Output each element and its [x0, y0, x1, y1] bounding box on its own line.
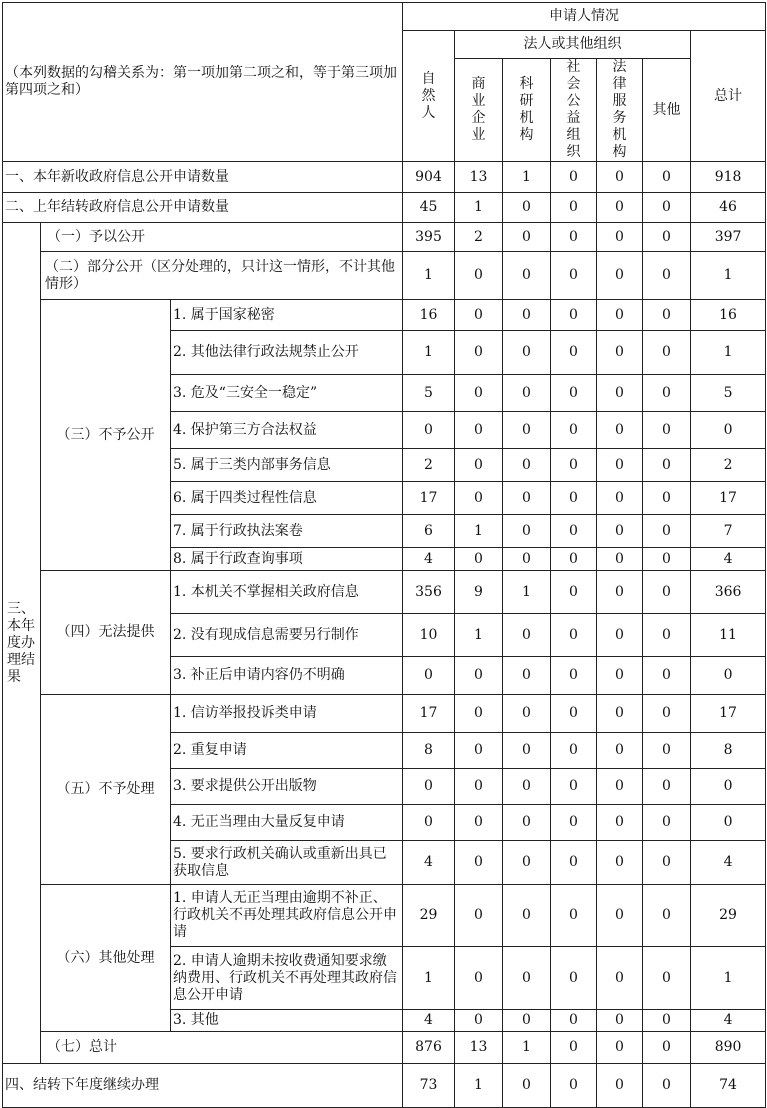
item-label: 2. 其他法律行政法规禁止公开: [171, 331, 403, 375]
value-cell: 11: [691, 614, 766, 657]
value-cell: 2: [691, 449, 766, 482]
value-cell: 0: [503, 515, 551, 548]
value-cell: 4: [691, 841, 766, 885]
item-label: 5. 属于三类内部事务信息: [171, 449, 403, 482]
value-cell: 17: [403, 695, 455, 733]
value-cell: 0: [643, 193, 691, 223]
value-cell: 0: [597, 1010, 643, 1032]
value-cell: 9: [455, 571, 503, 614]
col-commercial: 商业企业: [455, 59, 503, 162]
value-cell: 0: [455, 300, 503, 331]
value-cell: 0: [597, 223, 643, 252]
value-cell: 17: [691, 695, 766, 733]
value-cell: 1: [403, 947, 455, 1010]
value-cell: 8: [403, 733, 455, 769]
value-cell: 17: [691, 482, 766, 515]
value-cell: 0: [503, 375, 551, 412]
group-label: （三）不予公开: [41, 300, 171, 571]
value-cell: 13: [455, 1032, 503, 1064]
col-other: 其他: [643, 59, 691, 162]
value-cell: 0: [597, 193, 643, 223]
value-cell: 0: [643, 805, 691, 841]
item-label: 1. 本机关不掌握相关政府信息: [171, 571, 403, 614]
value-cell: 0: [597, 548, 643, 571]
gov-info-disclosure-table: [2, 2, 766, 1108]
value-cell: 46: [691, 193, 766, 223]
value-cell: 0: [455, 548, 503, 571]
value-cell: 0: [597, 657, 643, 695]
value-cell: 0: [455, 482, 503, 515]
value-cell: 0: [643, 1032, 691, 1064]
value-cell: 5: [403, 375, 455, 412]
value-cell: 1: [503, 162, 551, 193]
value-cell: 876: [403, 1032, 455, 1064]
value-cell: 0: [551, 412, 597, 449]
value-cell: 1: [691, 947, 766, 1010]
value-cell: 0: [503, 412, 551, 449]
col-social: 社会公益组织: [551, 59, 597, 162]
value-cell: 0: [503, 885, 551, 947]
value-cell: 0: [503, 331, 551, 375]
table-row: [3, 300, 766, 331]
value-cell: 0: [551, 695, 597, 733]
value-cell: 4: [691, 548, 766, 571]
value-cell: 1: [503, 1032, 551, 1064]
value-cell: 0: [597, 1032, 643, 1064]
value-cell: 0: [643, 1064, 691, 1108]
group-label: （六）其他处理: [41, 885, 171, 1032]
table-row: [3, 1064, 766, 1108]
value-cell: 4: [403, 841, 455, 885]
value-cell: 1: [403, 331, 455, 375]
value-cell: 0: [503, 1064, 551, 1108]
value-cell: 73: [403, 1064, 455, 1108]
value-cell: 356: [403, 571, 455, 614]
value-cell: 0: [455, 805, 503, 841]
value-cell: 0: [597, 375, 643, 412]
value-cell: 0: [551, 252, 597, 300]
value-cell: 0: [643, 841, 691, 885]
value-cell: 0: [551, 548, 597, 571]
item-label: 3. 其他: [171, 1010, 403, 1032]
item-label: 7. 属于行政执法案卷: [171, 515, 403, 548]
value-cell: 0: [551, 223, 597, 252]
value-cell: 0: [551, 885, 597, 947]
value-cell: 0: [643, 449, 691, 482]
value-cell: 0: [551, 193, 597, 223]
value-cell: 7: [691, 515, 766, 548]
group-label: （四）无法提供: [41, 571, 171, 695]
value-cell: 0: [503, 300, 551, 331]
value-cell: 0: [597, 331, 643, 375]
value-cell: 0: [597, 482, 643, 515]
value-cell: 904: [403, 162, 455, 193]
col-total: 总计: [691, 31, 766, 162]
value-cell: 0: [597, 1064, 643, 1108]
value-cell: 0: [503, 223, 551, 252]
value-cell: 0: [455, 695, 503, 733]
value-cell: 0: [643, 769, 691, 805]
value-cell: 0: [643, 1010, 691, 1032]
value-cell: 0: [551, 375, 597, 412]
value-cell: 0: [551, 769, 597, 805]
value-cell: 0: [551, 1032, 597, 1064]
value-cell: 1: [455, 1064, 503, 1108]
value-cell: 0: [597, 515, 643, 548]
value-cell: 16: [691, 300, 766, 331]
value-cell: 0: [503, 482, 551, 515]
value-cell: 0: [455, 733, 503, 769]
table-row: [3, 223, 766, 252]
col-natural-person: 自然人: [403, 31, 455, 162]
value-cell: 29: [403, 885, 455, 947]
value-cell: 0: [691, 412, 766, 449]
value-cell: 0: [691, 769, 766, 805]
item-label: 8. 属于行政查询事项: [171, 548, 403, 571]
value-cell: 0: [403, 805, 455, 841]
value-cell: 8: [691, 733, 766, 769]
value-cell: 0: [503, 841, 551, 885]
value-cell: 0: [403, 412, 455, 449]
item-label: 6. 属于四类过程性信息: [171, 482, 403, 515]
value-cell: 0: [455, 657, 503, 695]
value-cell: 0: [455, 449, 503, 482]
value-cell: 2: [403, 449, 455, 482]
value-cell: 918: [691, 162, 766, 193]
table-row: [3, 571, 766, 614]
value-cell: 0: [503, 193, 551, 223]
value-cell: 0: [551, 657, 597, 695]
col-research: 科研机构: [503, 59, 551, 162]
item-label: 1. 申请人无正当理由逾期不补正、行政机关不再处理其政府信息公开申请: [171, 885, 403, 947]
value-cell: 0: [551, 515, 597, 548]
value-cell: 0: [597, 947, 643, 1010]
value-cell: 0: [503, 769, 551, 805]
value-cell: 0: [403, 769, 455, 805]
value-cell: 0: [503, 657, 551, 695]
value-cell: 0: [551, 841, 597, 885]
item-label: 4. 无正当理由大量反复申请: [171, 805, 403, 841]
value-cell: 1: [503, 571, 551, 614]
item-label: 3. 要求提供公开出版物: [171, 769, 403, 805]
value-cell: 0: [455, 769, 503, 805]
table-row: [3, 695, 766, 733]
value-cell: 0: [597, 571, 643, 614]
value-cell: 0: [403, 657, 455, 695]
value-cell: 0: [597, 695, 643, 733]
row-label: （二）部分公开（区分处理的，只计这一情形，不计其他情形）: [41, 252, 403, 300]
table-row: [3, 1032, 766, 1064]
value-cell: 0: [597, 252, 643, 300]
value-cell: 45: [403, 193, 455, 223]
value-cell: 0: [551, 733, 597, 769]
value-cell: 4: [403, 1010, 455, 1032]
value-cell: 0: [551, 805, 597, 841]
row-label: （一）予以公开: [41, 223, 403, 252]
value-cell: 0: [597, 769, 643, 805]
value-cell: 0: [643, 375, 691, 412]
value-cell: 0: [551, 449, 597, 482]
item-label: 1. 信访举报投诉类申请: [171, 695, 403, 733]
value-cell: 395: [403, 223, 455, 252]
value-cell: 1: [691, 331, 766, 375]
value-cell: 1: [455, 614, 503, 657]
value-cell: 4: [403, 548, 455, 571]
value-cell: 17: [403, 482, 455, 515]
value-cell: 0: [597, 805, 643, 841]
value-cell: 0: [503, 548, 551, 571]
value-cell: 0: [455, 331, 503, 375]
item-label: 4. 保护第三方合法权益: [171, 412, 403, 449]
value-cell: 0: [503, 805, 551, 841]
value-cell: 0: [455, 412, 503, 449]
value-cell: 0: [643, 695, 691, 733]
value-cell: 0: [597, 885, 643, 947]
value-cell: 0: [643, 252, 691, 300]
value-cell: 1: [455, 193, 503, 223]
value-cell: 0: [455, 1010, 503, 1032]
value-cell: 0: [643, 300, 691, 331]
value-cell: 890: [691, 1032, 766, 1064]
value-cell: 0: [597, 449, 643, 482]
item-label: 5. 要求行政机关确认或重新出具已获取信息: [171, 841, 403, 885]
value-cell: 0: [503, 947, 551, 1010]
value-cell: 0: [503, 449, 551, 482]
value-cell: 0: [503, 252, 551, 300]
value-cell: 13: [455, 162, 503, 193]
value-cell: 0: [643, 223, 691, 252]
value-cell: 0: [643, 885, 691, 947]
value-cell: 5: [691, 375, 766, 412]
table-row: [3, 193, 766, 223]
value-cell: 0: [455, 947, 503, 1010]
value-cell: 0: [455, 841, 503, 885]
value-cell: 0: [643, 482, 691, 515]
value-cell: 74: [691, 1064, 766, 1108]
legal-org-header: 法人或其他组织: [455, 31, 691, 59]
value-cell: 0: [503, 695, 551, 733]
value-cell: 0: [455, 375, 503, 412]
value-cell: 0: [643, 657, 691, 695]
value-cell: 0: [503, 733, 551, 769]
value-cell: 0: [551, 614, 597, 657]
value-cell: 6: [403, 515, 455, 548]
item-label: 3. 补正后申请内容仍不明确: [171, 657, 403, 695]
table-row: [3, 162, 766, 193]
value-cell: 397: [691, 223, 766, 252]
value-cell: 1: [455, 515, 503, 548]
value-cell: 1: [691, 252, 766, 300]
section3-label: 三、本年度办理结果: [3, 223, 41, 1064]
value-cell: 0: [597, 412, 643, 449]
row-label: （七）总计: [41, 1032, 403, 1064]
value-cell: 0: [551, 482, 597, 515]
value-cell: 1: [403, 252, 455, 300]
value-cell: 366: [691, 571, 766, 614]
value-cell: 0: [643, 571, 691, 614]
value-cell: 16: [403, 300, 455, 331]
value-cell: 0: [551, 947, 597, 1010]
value-cell: 10: [403, 614, 455, 657]
value-cell: 0: [597, 841, 643, 885]
value-cell: 0: [551, 300, 597, 331]
value-cell: 0: [551, 1064, 597, 1108]
row-label: 二、上年结转政府信息公开申请数量: [3, 193, 403, 223]
value-cell: 0: [643, 515, 691, 548]
value-cell: 4: [691, 1010, 766, 1032]
table-row: [3, 885, 766, 947]
value-cell: 0: [643, 162, 691, 193]
item-label: 2. 没有现成信息需要另行制作: [171, 614, 403, 657]
value-cell: 0: [551, 162, 597, 193]
value-cell: 0: [643, 331, 691, 375]
value-cell: 0: [455, 885, 503, 947]
value-cell: 0: [643, 548, 691, 571]
value-cell: 0: [643, 733, 691, 769]
table-row: [3, 252, 766, 300]
row-label: 一、本年新收政府信息公开申请数量: [3, 162, 403, 193]
item-label: 1. 属于国家秘密: [171, 300, 403, 331]
item-label: 2. 申请人逾期未按收费通知要求缴纳费用、行政机关不再处理其政府信息公开申请: [171, 947, 403, 1010]
value-cell: 29: [691, 885, 766, 947]
value-cell: 0: [597, 614, 643, 657]
value-cell: 0: [455, 252, 503, 300]
value-cell: 0: [503, 614, 551, 657]
table-note: （本列数据的勾稽关系为：第一项加第二项之和，等于第三项加第四项之和）: [3, 3, 403, 162]
value-cell: 0: [691, 657, 766, 695]
group-label: （五）不予处理: [41, 695, 171, 885]
value-cell: 0: [597, 300, 643, 331]
value-cell: 0: [551, 331, 597, 375]
value-cell: 2: [455, 223, 503, 252]
value-cell: 0: [643, 614, 691, 657]
value-cell: 0: [643, 947, 691, 1010]
col-legal-service: 法律服务机构: [597, 59, 643, 162]
value-cell: 0: [643, 412, 691, 449]
value-cell: 0: [551, 571, 597, 614]
value-cell: 0: [597, 162, 643, 193]
applicant-header: 申请人情况: [403, 3, 766, 31]
row-label: 四、结转下年度继续办理: [3, 1064, 403, 1108]
value-cell: 0: [551, 1010, 597, 1032]
value-cell: 0: [503, 1010, 551, 1032]
value-cell: 0: [597, 733, 643, 769]
value-cell: 0: [691, 805, 766, 841]
item-label: 3. 危及“三安全一稳定”: [171, 375, 403, 412]
item-label: 2. 重复申请: [171, 733, 403, 769]
